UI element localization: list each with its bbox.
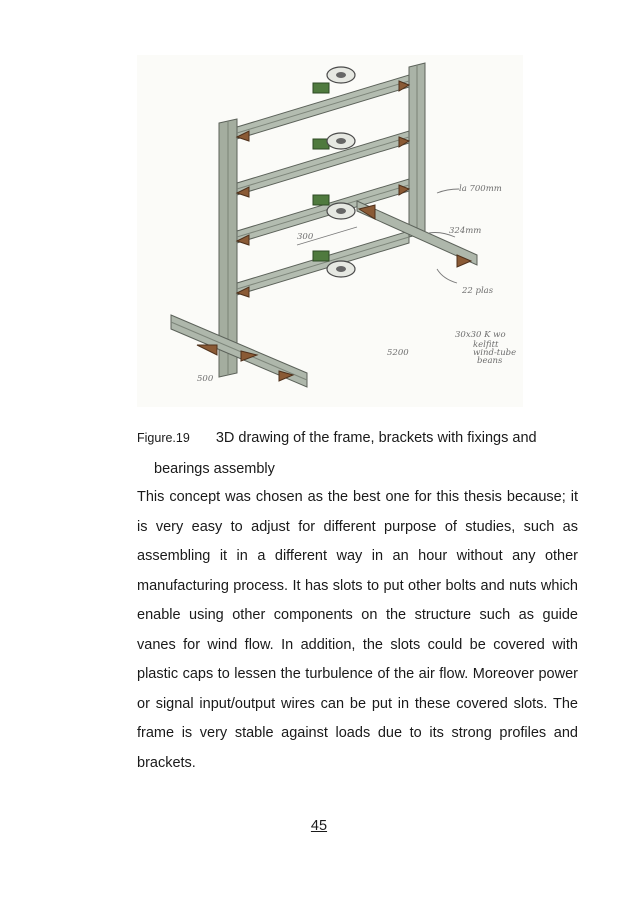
svg-text:kelfitt: kelfitt: [473, 340, 499, 350]
caption-line-1: 3D drawing of the frame, brackets with fixings and: [215, 430, 537, 446]
frame-drawing-figure: [137, 55, 523, 407]
frame-3d-drawing: [137, 55, 523, 407]
svg-text:beans: beans: [477, 356, 503, 366]
svg-text:324mm: 324mm: [449, 226, 482, 236]
body-paragraph: This concept was chosen as the best one for this thesis because; it is very easy to adjust for different purpose of studies, such as assembling it in a different way in an hour without any other manufacturing process. It has slots to put other bolts and nuts which enable using other components on the structure such as guide vanes for wind flow. In addition, the slots could be covered with plastic caps to lessen the turbulence of the air flow. Moreover power or signal input/output wires can be put in these covered slots. The frame is very stable against loads due to its strong profiles and brackets.: [137, 489, 578, 771]
svg-text:500: 500: [197, 374, 214, 384]
svg-text:22 plas: 22 plas: [462, 286, 494, 296]
figure-caption: [137, 423, 577, 485]
page-number: 45: [310, 818, 328, 834]
figure-label: Figure.19: [137, 431, 190, 445]
svg-text:300: 300: [297, 232, 314, 242]
svg-text:5200: 5200: [387, 348, 409, 358]
svg-text:la 700mm: la 700mm: [459, 184, 502, 194]
svg-text:wind-tube: wind-tube: [473, 348, 517, 358]
caption-line-2: bearings assembly: [154, 461, 275, 477]
svg-text:30x30 K wo: 30x30 K wo: [455, 330, 506, 340]
